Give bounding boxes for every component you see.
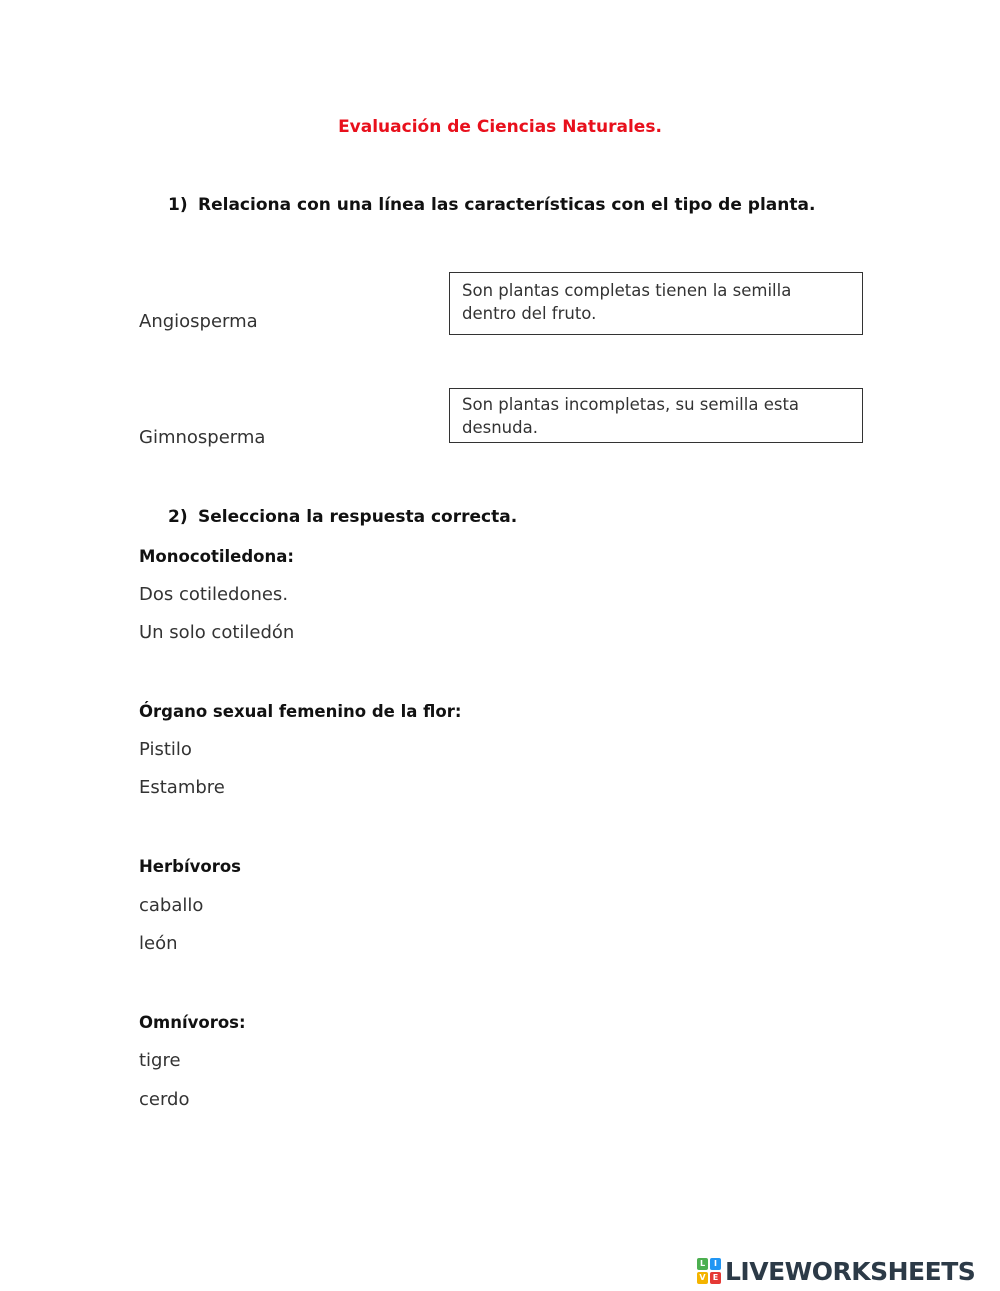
question-2-number: 2) (168, 507, 188, 527)
logo-icon-letter-i: I (710, 1258, 721, 1270)
term-angiosperma[interactable]: Angiosperma (139, 311, 258, 332)
question-2-text: Selecciona la respuesta correcta. (198, 507, 518, 527)
definition-box-2[interactable] (449, 388, 863, 443)
question-1-text: Relaciona con una línea las características con el tipo de planta. (198, 195, 816, 215)
definition-box-2-line-2: desnuda. (462, 418, 538, 437)
logo-icon-letter-v: V (697, 1272, 708, 1284)
question-1-heading (168, 195, 815, 215)
option-estambre[interactable]: Estambre (139, 777, 225, 798)
group-organo-sexual-heading: Órgano sexual femenino de la flor: (139, 702, 462, 721)
group-omnivoros-heading: Omnívoros: (139, 1013, 246, 1032)
term-gimnosperma[interactable]: Gimnosperma (139, 427, 266, 448)
option-tigre[interactable]: tigre (139, 1050, 181, 1071)
liveworksheets-logo (697, 1256, 975, 1286)
definition-box-2-line-1: Son plantas incompletas, su semilla esta (462, 395, 800, 414)
option-pistilo[interactable]: Pistilo (139, 739, 192, 760)
option-dos-cotiledones[interactable]: Dos cotiledones. (139, 584, 289, 605)
option-caballo[interactable]: caballo (139, 895, 204, 916)
option-cerdo[interactable]: cerdo (139, 1089, 190, 1110)
group-monocotiledona-heading: Monocotiledona: (139, 547, 294, 566)
definition-box-1-line-1: Son plantas completas tienen la semilla (462, 281, 792, 300)
logo-icon-letter-e: E (710, 1272, 721, 1284)
question-2-heading (168, 507, 517, 527)
logo-icon-letter-l: L (697, 1258, 708, 1270)
option-leon[interactable]: león (139, 933, 178, 954)
option-un-solo-cotiledon[interactable]: Un solo cotiledón (139, 622, 295, 643)
definition-box-1-line-2: dentro del fruto. (462, 304, 597, 323)
liveworksheets-logo-icon (697, 1258, 721, 1284)
group-herbivoros-heading: Herbívoros (139, 857, 241, 876)
definition-box-1[interactable] (449, 272, 863, 335)
liveworksheets-logo-text: LIVEWORKSHEETS (725, 1256, 976, 1286)
question-1-number: 1) (168, 195, 188, 215)
worksheet-title: Evaluación de Ciencias Naturales. (338, 117, 662, 137)
